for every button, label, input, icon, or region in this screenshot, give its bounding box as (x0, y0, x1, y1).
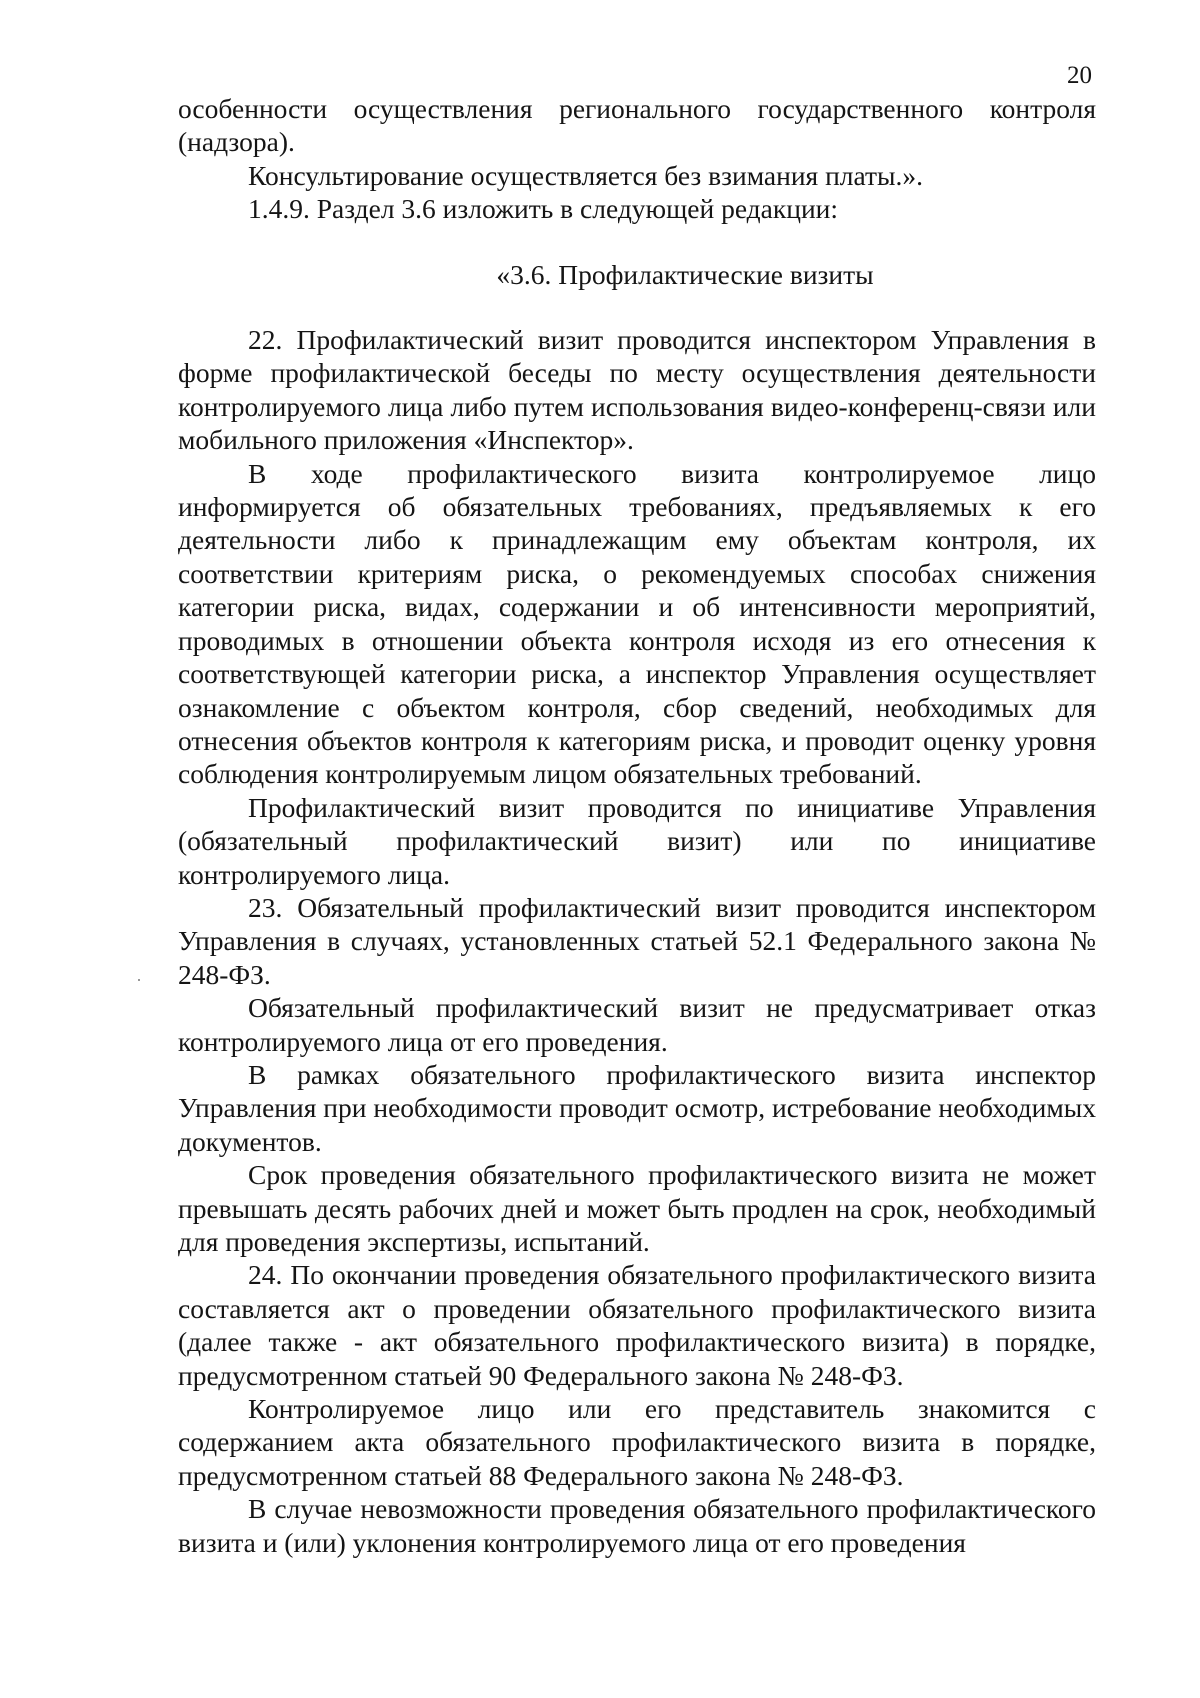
paragraph-visit-initiative: Профилактический визит проводится по инициативе Управления (обязательный профилактический визит) или по инициативе контролируемого лица. (178, 791, 1096, 890)
paragraph-no-refusal: Обязательный профилактический визит не предусматривает отказ контролируемого лица от его проведения. (178, 992, 1096, 1057)
paragraph-inspection: В рамках обязательного профилактического визита инспектор Управления при необходимости проводит осмотр, истребование необходимых документов. (178, 1058, 1096, 1157)
paragraph-continuation: особенности осуществления регионального государственного контроля (надзора). (178, 93, 1096, 158)
paragraph-24: 24. По окончании проведения обязательного профилактического визита составляется акт о проведении обязательного профилактического визита (далее также - акт обязательного профилактического визита) в порядке, предусмотренном статьей 90 Федерального закона № 248-ФЗ. (178, 1259, 1096, 1391)
section-title: «3.6. Профилактические визиты (496, 258, 874, 290)
paragraph-amendment: 1.4.9. Раздел 3.6 изложить в следующей редакции: (248, 193, 839, 225)
paragraph-impossibility: В случае невозможности проведения обязательного профилактического визита и (или) уклонения контролируемого лица от его проведения (178, 1493, 1096, 1558)
paragraph-consultation: Консультирование осуществляется без взимания платы.». (248, 159, 923, 191)
paragraph-visit-content: В ходе профилактического визита контролируемое лицо информируется об обязательных требованиях, предъявляемых к его деятельности либо к принадлежащим ему объектам контроля, их соответствии критериям риска, о рекомендуемых способах снижения категории риска, видах, содержании и об интенсивности мероприятий, проводимых в отношении объекта контроля исходя из его отнесения к соответствующей категории риска, а инспектор Управления осуществляет ознакомление с объектом контроля, сбор сведений, необходимых для отнесения объектов контроля к категориям риска, и проводит оценку уровня соблюдения контролируемым лицом обязательных требований. (178, 457, 1096, 790)
paragraph-duration: Срок проведения обязательного профилактического визита не может превышать десять рабочих дней и может быть продлен на срок, необходимый для проведения экспертизы, испытаний. (178, 1159, 1096, 1257)
page-number: 20 (1067, 62, 1092, 89)
paragraph-familiarization: Контролируемое лицо или его представитель знакомится с содержанием акта обязательного профилактического визита в порядке, предусмотренном статьей 88 Федерального закона № 248-ФЗ. (178, 1393, 1096, 1491)
document-body (178, 92, 1096, 1559)
paragraph-22: 22. Профилактический визит проводится инспектором Управления в форме профилактической беседы по месту осуществления деятельности контролируемого лица либо путем использования видео-конференц-связи или мобильного приложения «Инспектор». (178, 324, 1096, 456)
scan-speck (138, 979, 140, 981)
paragraph-23: 23. Обязательный профилактический визит проводится инспектором Управления в случаях, установленных статьей 52.1 Федерального закона № 248-ФЗ. (178, 891, 1096, 990)
